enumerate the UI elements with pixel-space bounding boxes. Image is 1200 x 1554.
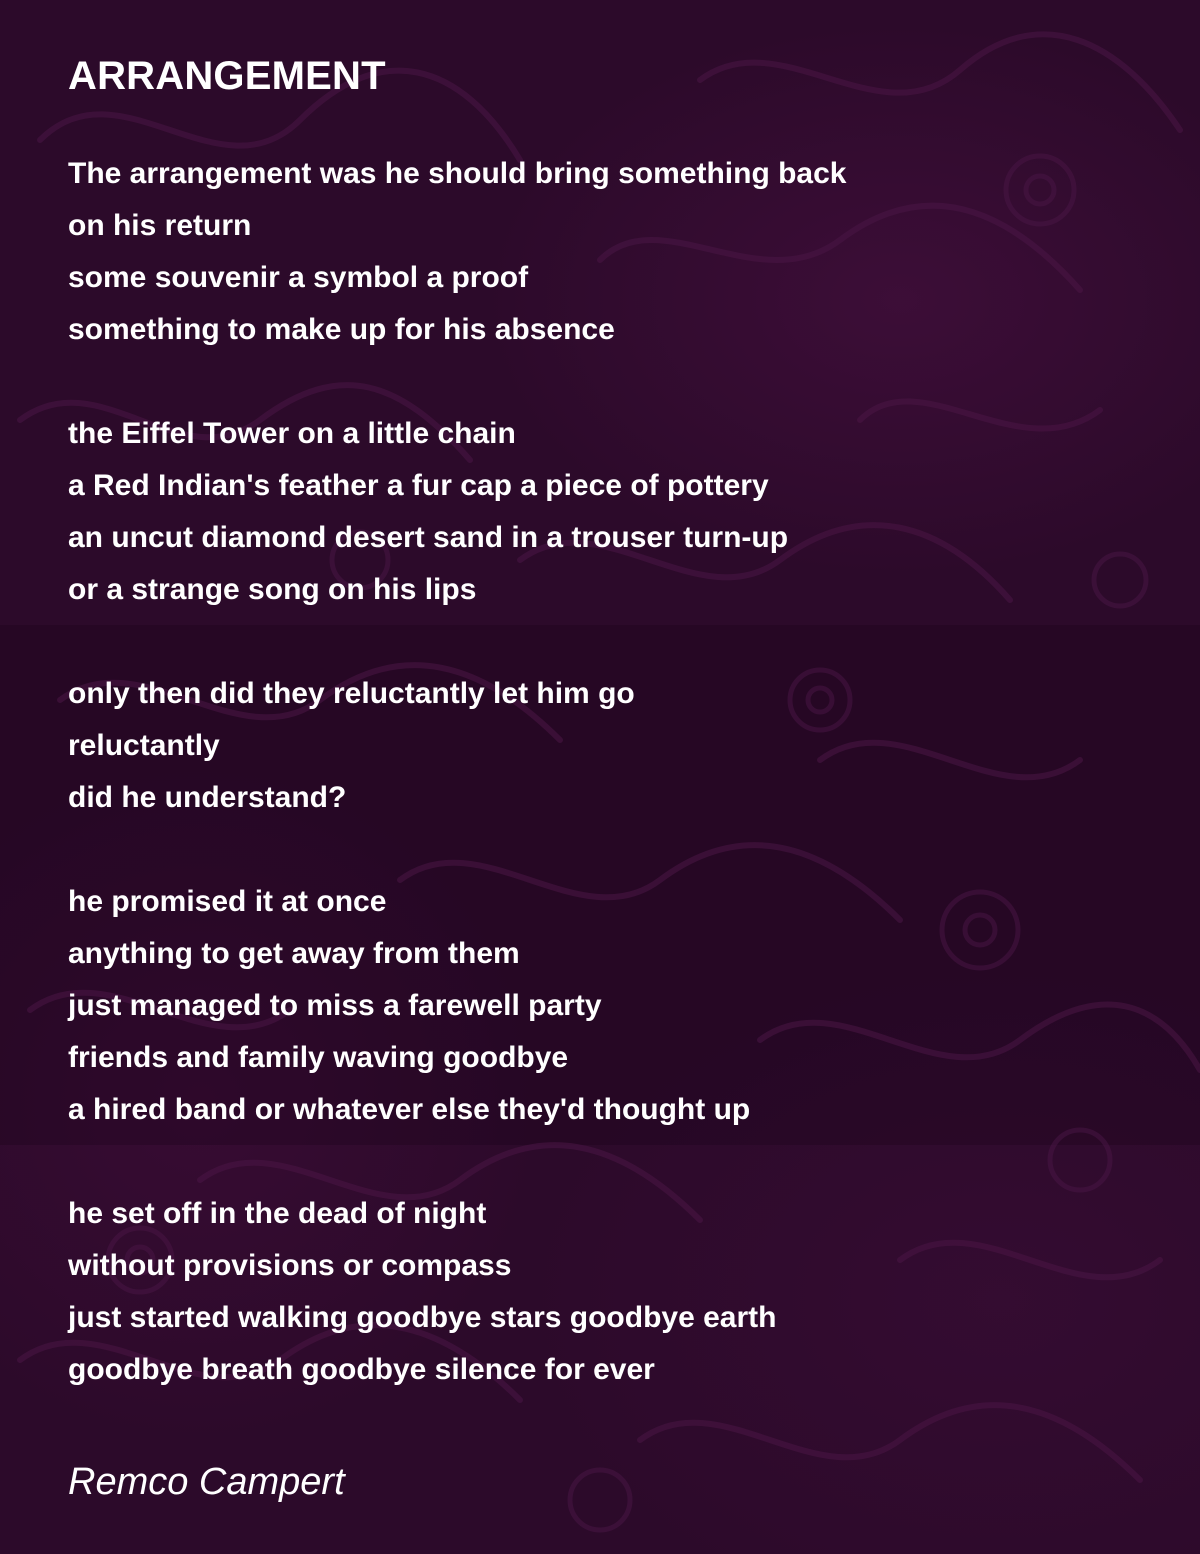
poem-line: on his return (68, 209, 252, 242)
poem-line: did he understand? (68, 781, 347, 814)
stanza-3 (68, 668, 1168, 824)
poem-line: just started walking goodbye stars goodbye earth (68, 1301, 777, 1334)
stanza-4 (68, 876, 1168, 1136)
poem-line: something to make up for his absence (68, 313, 615, 346)
poem-line: the Eiffel Tower on a little chain (68, 417, 516, 450)
poem-line: anything to get away from them (68, 937, 520, 970)
poem-line: an uncut diamond desert sand in a trouser turn-up (68, 521, 789, 554)
stanza-2 (68, 408, 1168, 616)
stanza-5 (68, 1188, 1168, 1396)
poem-line: friends and family waving goodbye (68, 1041, 569, 1074)
poem-line: a hired band or whatever else they'd thought up (68, 1093, 751, 1126)
poem-line: The arrangement was he should bring something back (68, 157, 847, 190)
poem-content (68, 50, 1168, 1508)
poem-line: a Red Indian's feather a fur cap a piece of pottery (68, 469, 769, 502)
poem-line: just managed to miss a farewell party (68, 989, 602, 1022)
author-name: Remco Campert (68, 1461, 345, 1503)
poem-line: he promised it at once (68, 885, 387, 918)
poem-body (68, 148, 1168, 1396)
poem-title: ARRANGEMENT (68, 54, 386, 98)
poem-line: reluctantly (68, 729, 220, 762)
poem-line: without provisions or compass (68, 1249, 512, 1282)
poem-line: goodbye breath goodbye silence for ever (68, 1353, 655, 1386)
poem-line: some souvenir a symbol a proof (68, 261, 529, 294)
stanza-1 (68, 148, 1168, 356)
poem-line: he set off in the dead of night (68, 1197, 487, 1230)
poem-line: or a strange song on his lips (68, 573, 477, 606)
poem-line: only then did they reluctantly let him go (68, 677, 635, 710)
